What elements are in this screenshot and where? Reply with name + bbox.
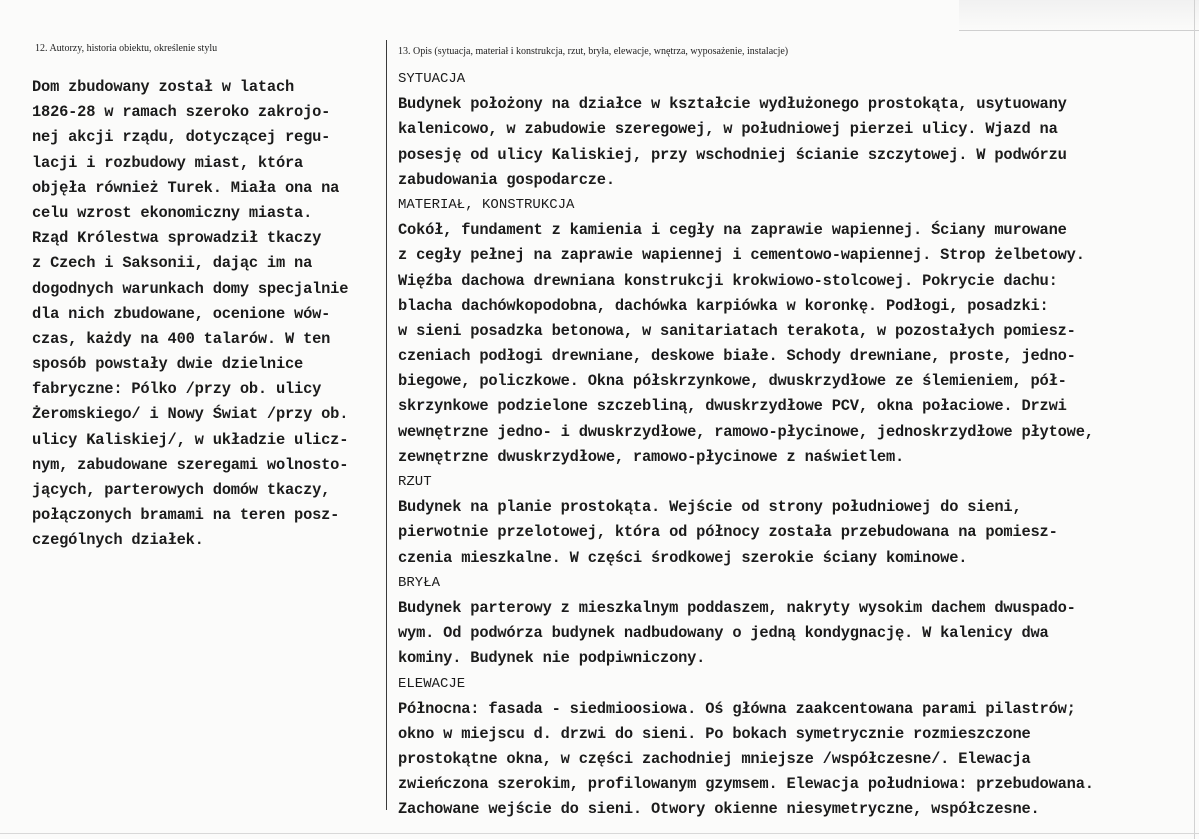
history-line: nym, zabudowane szeregami wolnosto-: [32, 455, 349, 474]
page-edge-bottom: [0, 833, 1199, 834]
description-line: z cegły pełnej na zaprawie wapiennej i cementowo-wapiennej. Strop żelbetowy.: [398, 246, 1085, 265]
description-line: skrzynkowe podzielone szczebliną, dwuskrzydłowe PCV, okna połaciowe. Drzwi: [398, 397, 1067, 416]
description-line: kalenicowo, w zabudowie szeregowej, w południowej pierzei ulicy. Wjazd na: [398, 120, 1058, 139]
history-line: nej akcji rządu, dotyczącej regu-: [32, 128, 331, 147]
description-line: zwieńczona szerokim, profilowanym gzymsem. Elewacja południowa: przebudowana.: [398, 775, 1094, 794]
history-line: fabryczne: Pólko /przy ob. ulicy: [32, 380, 322, 399]
page-edge-right: [1194, 0, 1195, 839]
section-heading: SYTUACJA: [398, 71, 466, 87]
history-line: jących, parterowych domów tkaczy,: [32, 481, 331, 499]
description-line: wewnętrzne jedno- i dwuskrzydłowe, ramowo-płycinowe, jednoskrzydłowe płytowe,: [398, 422, 1094, 441]
history-line: Rząd Królestwa sprowadził tkaczy: [32, 229, 322, 248]
description-line: Zachowane wejście do sieni. Otwory okienne niesymetryczne, współczesne.: [398, 800, 1040, 819]
description-line: kominy. Budynek nie podpiwniczony.: [398, 649, 706, 668]
description-line: biegowe, policzkowe. Okna półskrzynkowe, dwuskrzydłowe ze ślemieniem, pół-: [398, 372, 1067, 391]
column-divider: [386, 40, 387, 810]
description-line: prostokątne okna, w części zachodniej mniejsze /współczesne/. Elewacja: [398, 750, 1031, 769]
section-heading: BRYŁA: [398, 574, 441, 591]
history-line: czególnych działek.: [32, 531, 204, 550]
field-13-label: 13. Opis (sytuacja, materiał i konstrukcja, rzut, bryła, elewacje, wnętrza, wyposażenie, instalacje): [398, 46, 789, 57]
history-line: sposób powstały dwie dzielnice: [32, 355, 304, 374]
description-line: zabudowania gospodarcze.: [398, 170, 615, 189]
section-heading: ELEWACJE: [398, 675, 466, 692]
description-text: [398, 67, 1188, 823]
description-line: Cokół, fundament z kamienia i cegły na zaprawie wapiennej. Ściany murowane: [398, 221, 1067, 240]
description-line: Północna: fasada - siedmioosiowa. Oś główna zaakcentowana parami pilastrów;: [398, 699, 1076, 718]
section-heading: RZUT: [398, 474, 432, 490]
history-line: ulicy Kaliskiej/, w układzie ulicz-: [32, 430, 349, 449]
description-line: okno w miejscu d. drzwi do sieni. Po bokach symetrycznie rozmieszczone: [398, 724, 1031, 743]
description-line: Budynek parterowy z mieszkalnym poddaszem, nakryty wysokim dachem dwuspado-: [398, 598, 1076, 617]
description-line: Budynek na planie prostokąta. Wejście od strony południowej do sieni,: [398, 498, 1022, 517]
description-line: Budynek położony na działce w kształcie wydłużonego prostokąta, usytuowany: [398, 95, 1067, 114]
history-line: połączonych bramami na teren posz-: [32, 506, 340, 525]
history-line: 1826-28 w ramach szeroko zakrojo-: [32, 103, 331, 122]
history-line: dla nich zbudowane, ocenione wów-: [32, 304, 331, 323]
description-line: blacha dachówkopodobna, dachówka karpiówka w koronkę. Podłogi, posadzki:: [398, 296, 1049, 315]
history-line: Dom zbudowany został w latach: [32, 78, 295, 96]
history-line: dogodnych warunkach domy specjalnie: [32, 279, 349, 298]
description-line: Więźba dachowa drewniana konstrukcji krokwiowo-stolcowej. Pokrycie dachu:: [398, 271, 1058, 290]
description-line: zewnętrzne dwuskrzydłowe, ramowo-płycinowe z naświetlem.: [398, 447, 905, 466]
history-text: [32, 75, 384, 554]
description-line: czeniach podłogi drewniane, deskowe białe. Schody drewniane, proste, jedno-: [398, 347, 1076, 366]
history-line: czas, każdy na 400 talarów. W ten: [32, 329, 331, 348]
section-heading: MATERIAŁ, KONSTRUKCJA: [398, 196, 575, 213]
history-line: lacji i rozbudowy miast, która: [32, 153, 304, 172]
page-edge-top: [959, 0, 1199, 31]
field-12-label: 12. Autorzy, historia obiektu, określenie stylu: [35, 43, 218, 54]
history-line: Żeromskiego/ i Nowy Świat /przy ob.: [32, 405, 349, 424]
description-line: czenia mieszkalne. W części środkowej szerokie ściany kominowe.: [398, 548, 968, 567]
description-line: posesję od ulicy Kaliskiej, przy wschodniej ścianie szczytowej. W podwórzu: [398, 145, 1067, 164]
history-line: z Czech i Saksonii, dając im na: [32, 254, 313, 273]
description-line: pierwotnie przelotowej, która od północy została przebudowana na pomiesz-: [398, 523, 1058, 542]
description-line: wym. Od podwórza budynek nadbudowany o jedną kondygnację. W kalenicy dwa: [398, 624, 1049, 643]
history-line: celu wzrost ekonomiczny miasta.: [32, 203, 313, 222]
description-line: w sieni posadzka betonowa, w sanitariatach terakota, w pozostałych pomiesz-: [398, 321, 1076, 340]
history-line: objęła również Turek. Miała ona na: [32, 178, 340, 197]
